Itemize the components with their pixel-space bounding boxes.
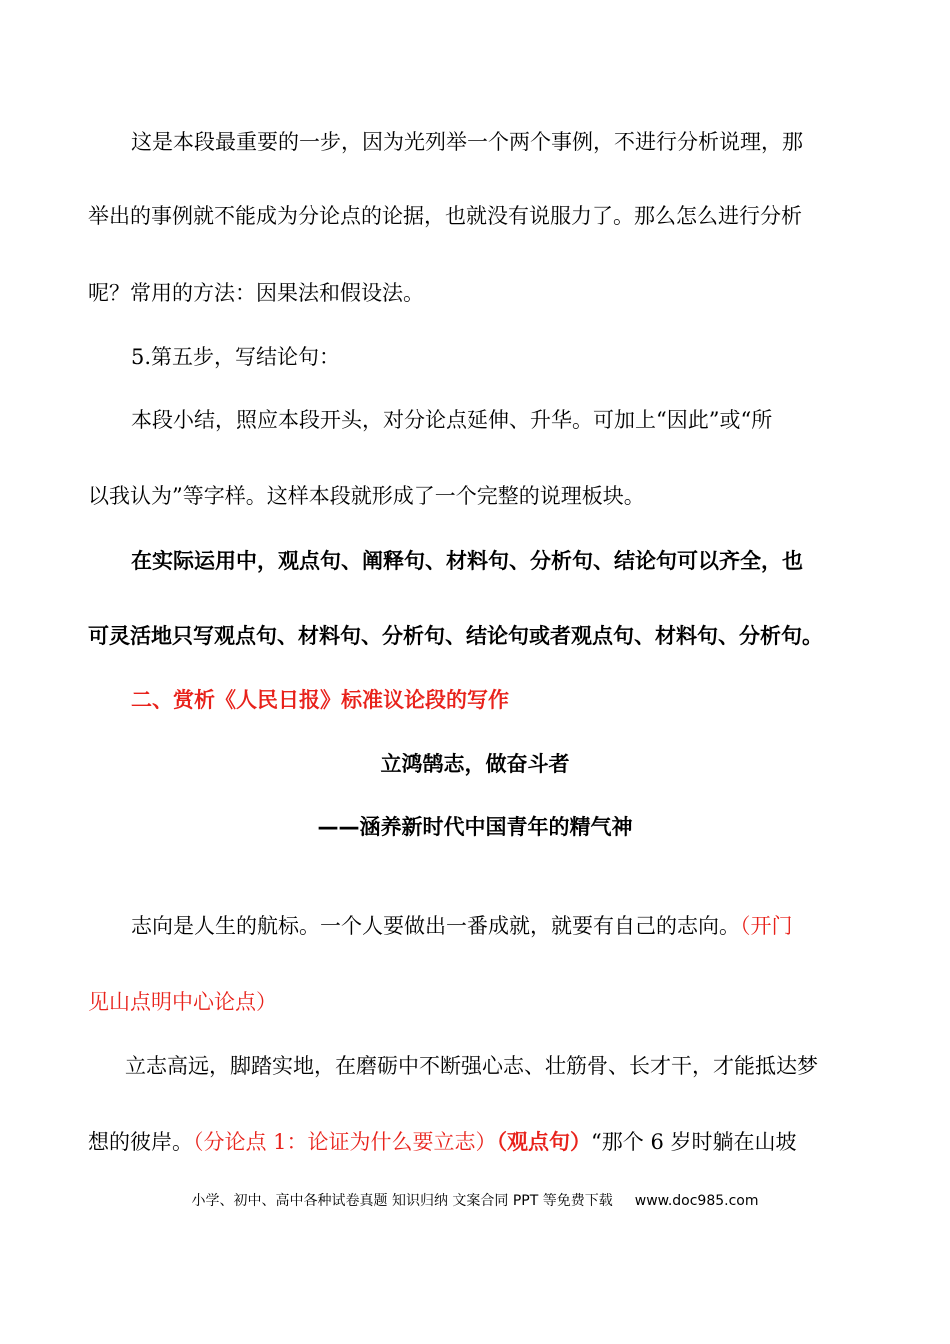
- bold-summary-line: 可灵活地只写观点句、材料句、分析句、结论句或者观点句、材料句、分析句。: [88, 624, 823, 648]
- annotation-note: （开门: [740, 914, 793, 938]
- annotation-note: （观点句）: [496, 1130, 592, 1154]
- essay-text: “那个 6 岁时躺在山坡: [591, 1130, 797, 1154]
- essay-line: [131, 911, 793, 941]
- footer-url[interactable]: www.doc985.com: [634, 1193, 759, 1209]
- essay-text: 志向是人生的航标。一个人要做出一番成就，就要有自己的志向。: [131, 914, 740, 938]
- essay-line: [88, 1127, 797, 1157]
- bold-summary-line: 在实际运用中，观点句、阐释句、材料句、分析句、结论句可以齐全，也: [131, 549, 803, 573]
- footer-text: 小学、初中、高中各种试卷真题 知识归纳 文案合同 PPT 等免费下载: [191, 1193, 613, 1209]
- paragraph-line: 以我认为”等字样。这样本段就形成了一个完整的说理板块。: [88, 484, 645, 508]
- paragraph-line: 呢？常用的方法：因果法和假设法。: [88, 281, 424, 305]
- paragraph-line: 本段小结，照应本段开头，对分论点延伸、升华。可加上“因此”或“所: [131, 408, 773, 432]
- essay-line: 立志高远，脚踏实地，在磨砺中不断强心志、壮筋骨、长才干，才能抵达梦: [125, 1054, 818, 1078]
- essay-subtitle: ——涵养新时代中国青年的精气神: [317, 815, 633, 839]
- essay-text: 想的彼岸。: [88, 1130, 193, 1154]
- annotation-note: （分论点 1：论证为什么要立志）: [193, 1130, 497, 1154]
- page-footer: [0, 1190, 950, 1210]
- section-heading: 二、赏析《人民日报》标准议论段的写作: [131, 688, 509, 712]
- annotation-note: 见山点明中心论点）: [88, 990, 277, 1014]
- essay-title: 立鸿鹄志，做奋斗者: [380, 752, 570, 776]
- paragraph-line: 这是本段最重要的一步，因为光列举一个两个事例，不进行分析说理，那: [131, 130, 803, 154]
- step-heading: 5.第五步，写结论句：: [131, 345, 341, 369]
- paragraph-line: 举出的事例就不能成为分论点的论据，也就没有说服力了。那么怎么进行分析: [88, 204, 802, 228]
